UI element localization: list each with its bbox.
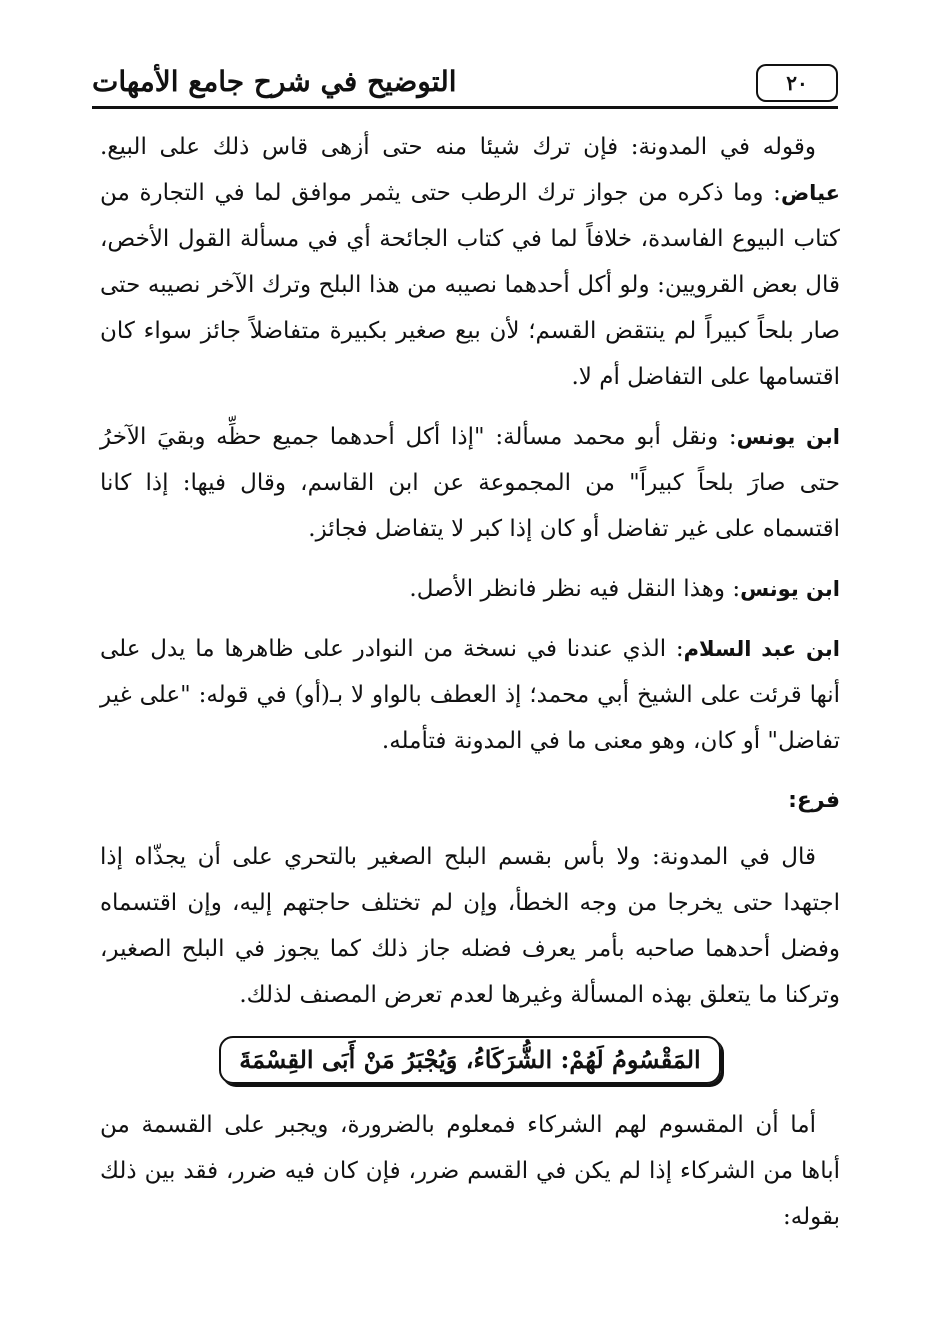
page-header [92, 62, 838, 108]
paragraph-4-text: : الذي عندنا في نسخة من النوادر على ظاهرها ما يدل على أنها قرئت على الشيخ أبي محمد؛ إذ العطف بالواو لا بـ(أو) في قوله: "على غير تفاضل" أو كان، وهو معنى ما في المدونة فتأمله. [100, 636, 840, 754]
paragraph-1 [100, 124, 840, 400]
section-title-boxed: المَقْسُومُ لَهُمْ: الشُّرَكَاءُ، وَيُجْبَرُ مَنْ أَبَى القِسْمَةَ [219, 1036, 720, 1084]
paragraph-3-label: ابن يونس [740, 577, 840, 601]
paragraph-final: أما أن المقسوم لهم الشركاء فمعلوم بالضرورة، ويجبر على القسمة من أباها من الشركاء إذا لم يكن في القسم ضرر، فإن كان فيه ضرر، فقد بين ذلك بقوله: [100, 1112, 840, 1230]
header-rule [92, 106, 838, 109]
running-title: التوضيح في شرح جامع الأمهات [92, 65, 457, 98]
paragraph-1-label-iyad: عياض [780, 181, 840, 205]
section-title-wrap [100, 1036, 840, 1084]
paragraph-3 [100, 566, 840, 612]
paragraph-2-text: : ونقل أبو محمد مسألة: "إذا أكل أحدهما جميع حظِّه وبقيَ الآخرُ حتى صارَ بلحاً كبيراً" من المجموعة عن ابن القاسم، وقال فيها: إذا كانا اقتسماه على غير تفاضل أو كان إذا كبر لا يتفاضل فجائز. [100, 424, 840, 542]
paragraph-1-post: : وما ذكره من جواز ترك الرطب حتى يثمر موافق لما في التجارة من كتاب البيوع الفاسدة، خلافاً لما في كتاب الجائحة أي في مسألة القول الأخص، قال بعض القرويين: ولو أكل أحدهما نصيبه من هذا البلح وترك الآخر نصيبه حتى صار بلحاً كبيراً لم ينتقض القسم؛ لأن بيع صغير بكبيرة متفاضلاً جائز سواء كان اقتسامها على التفاضل أم لا. [100, 180, 840, 390]
page-body [100, 124, 840, 1254]
page-number: ٢٠ [756, 64, 838, 102]
paragraph-1-pre: وقوله في المدونة: فإن ترك شيئا منه حتى أزهى قاس ذلك على البيع. [100, 134, 816, 160]
paragraph-4 [100, 626, 840, 764]
paragraph-2-label: ابن يونس [736, 425, 840, 449]
paragraph-far: قال في المدونة: ولا بأس بقسم البلح الصغير بالتحري على أن يجذّاه إذا اجتهدا حتى يخرجا من وجه الخطأ، وإن لم تختلف حاجتهم إليه، وإن اقتسماه وفضل أحدهما صاحبه بأمر يعرف فضله جاز ذلك كما يجوز في البلح الصغير، وتركنا ما يتعلق بهذه المسألة وغيرها لعدم تعرض المصنف لذلك. [100, 844, 840, 1008]
paragraph-2 [100, 414, 840, 552]
subheading-far: فرع: [788, 788, 840, 813]
paragraph-4-label: ابن عبد السلام [683, 637, 840, 661]
paragraph-3-text: : وهذا النقل فيه نظر فانظر الأصل. [409, 576, 741, 602]
